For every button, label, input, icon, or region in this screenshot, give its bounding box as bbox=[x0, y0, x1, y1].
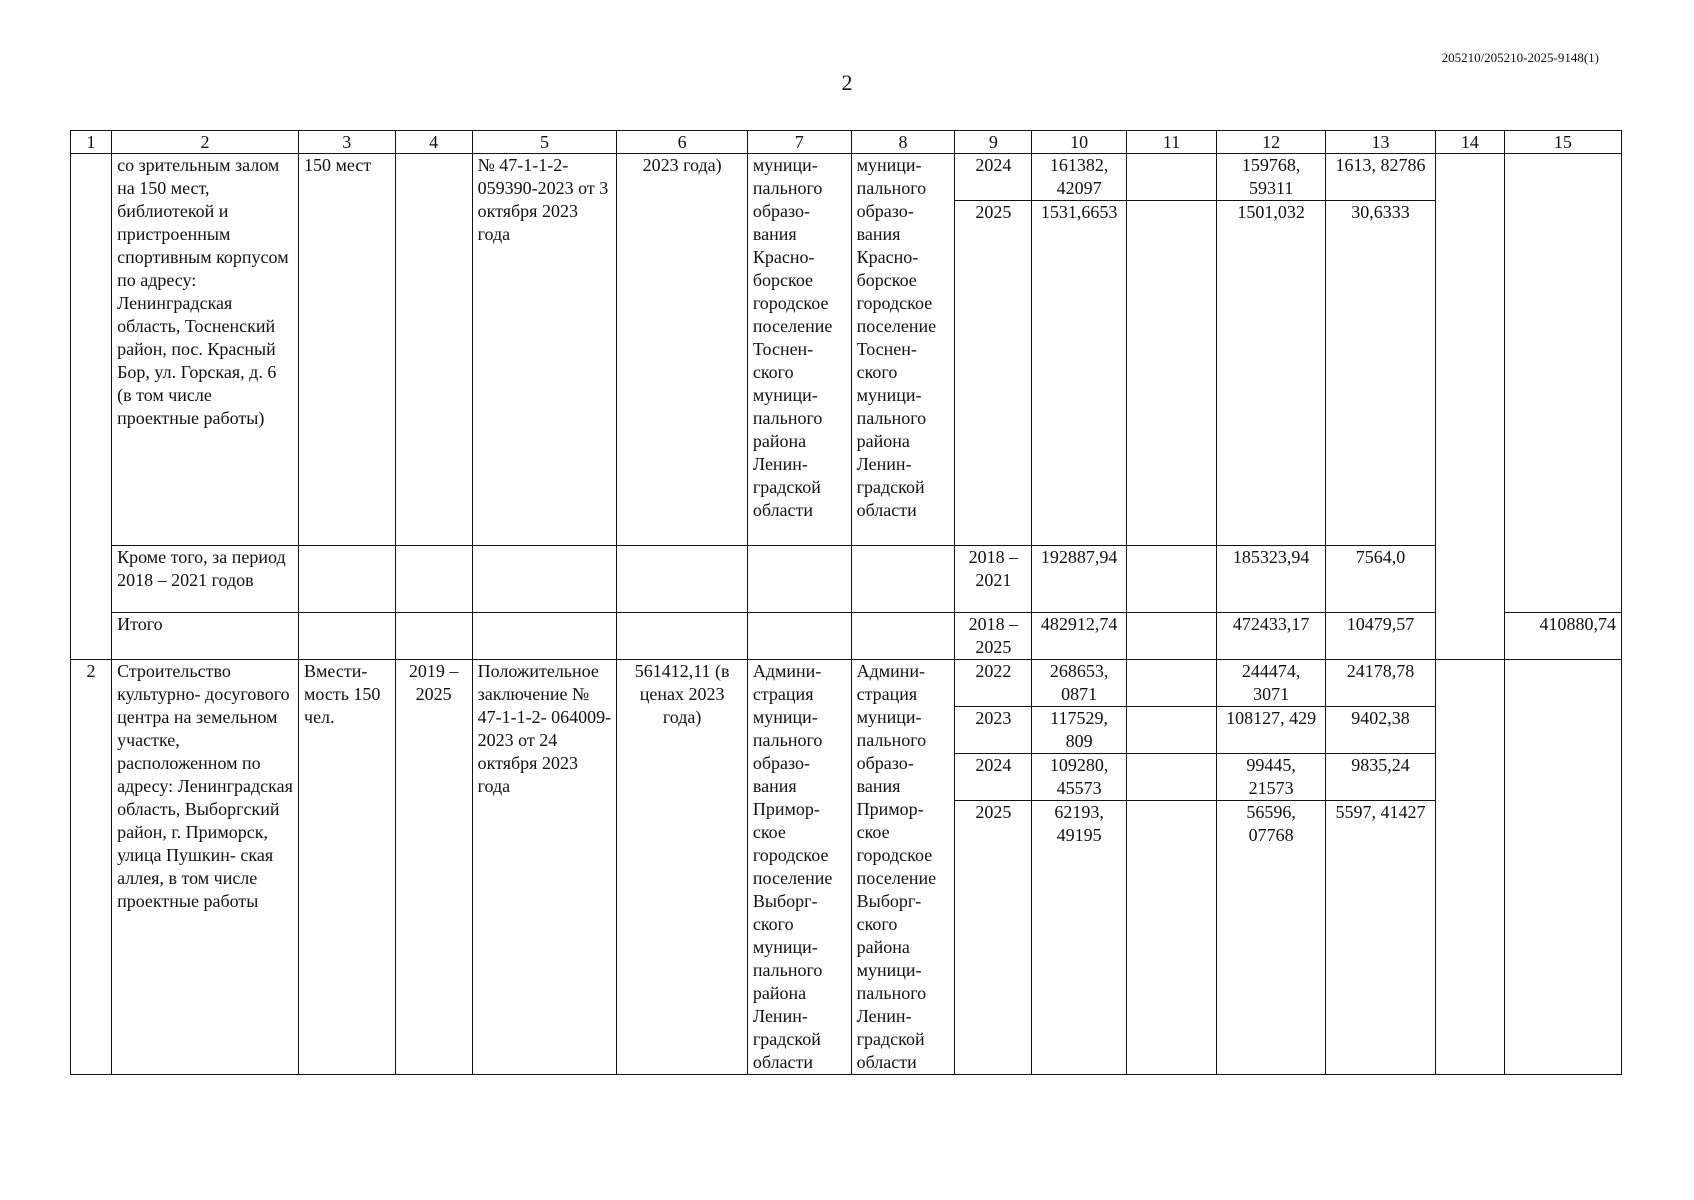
empty-cell bbox=[747, 546, 851, 613]
column-header: 3 bbox=[299, 131, 396, 154]
regional-cell: 99445, 21573 bbox=[1217, 754, 1326, 801]
local-cell: 30,6333 bbox=[1326, 201, 1436, 546]
local-cell: 9835,24 bbox=[1326, 754, 1436, 801]
object-name-cell: со зрительным залом на 150 мест, библиотекой и пристроенным спортивным корпусом по адресу: Ленинградская область, Тосненский район, пос. Красный Бор, ул. Горская, д. 6 (в том числе проектные работы) bbox=[112, 154, 299, 546]
developer-cell: муници- пального образо- вания Красно- борское городское поселение Тоснен- ского муници- пального района Ленин- градской области bbox=[851, 154, 955, 546]
empty-cell bbox=[395, 613, 472, 660]
regional-cell: 472433,17 bbox=[1217, 613, 1326, 660]
row-number-cell bbox=[71, 154, 112, 660]
table-row bbox=[71, 154, 1622, 201]
capacity-cell: Вмести- мость 150 чел. bbox=[299, 660, 396, 1075]
total-cell: 192887,94 bbox=[1032, 546, 1126, 613]
column-header: 14 bbox=[1435, 131, 1504, 154]
regional-cell: 244474, 3071 bbox=[1217, 660, 1326, 707]
column-header: 6 bbox=[617, 131, 747, 154]
year-cell: 2024 bbox=[955, 154, 1032, 201]
year-cell: 2018 – 2021 bbox=[955, 546, 1032, 613]
period-cell: 2019 – 2025 bbox=[395, 660, 472, 1075]
empty-cell bbox=[747, 613, 851, 660]
expertise-cell: Положительное заключение № 47-1-1-2- 064009-2023 от 24 октября 2023 года bbox=[472, 660, 617, 1075]
total-cell: 1531,6653 bbox=[1032, 201, 1126, 546]
total-cell: 62193, 49195 bbox=[1032, 801, 1126, 1075]
year-cell: 2018 – 2025 bbox=[955, 613, 1032, 660]
column-number-row bbox=[71, 131, 1622, 154]
column-header: 7 bbox=[747, 131, 851, 154]
empty-cell bbox=[472, 546, 617, 613]
federal-cell bbox=[1126, 546, 1216, 613]
local-cell: 1613, 82786 bbox=[1326, 154, 1436, 201]
empty-cell bbox=[851, 546, 955, 613]
table-row bbox=[71, 660, 1622, 707]
table-row bbox=[71, 613, 1622, 660]
regional-cell: 56596, 07768 bbox=[1217, 801, 1326, 1075]
col15-cell bbox=[1504, 660, 1621, 1075]
table-row bbox=[71, 546, 1622, 613]
cost-cell: 2023 года) bbox=[617, 154, 747, 546]
local-cell: 9402,38 bbox=[1326, 707, 1436, 754]
empty-cell bbox=[299, 613, 396, 660]
col14-cell bbox=[1435, 154, 1504, 660]
empty-cell bbox=[617, 613, 747, 660]
total-cell: 117529, 809 bbox=[1032, 707, 1126, 754]
column-header: 13 bbox=[1326, 131, 1436, 154]
total-cell: 109280, 45573 bbox=[1032, 754, 1126, 801]
empty-cell bbox=[395, 546, 472, 613]
local-cell: 10479,57 bbox=[1326, 613, 1436, 660]
empty-cell bbox=[851, 613, 955, 660]
total-cell: 161382, 42097 bbox=[1032, 154, 1126, 201]
column-header: 9 bbox=[955, 131, 1032, 154]
federal-cell bbox=[1126, 801, 1216, 1075]
page-number: 2 bbox=[841, 70, 853, 95]
capacity-cell: 150 мест bbox=[299, 154, 396, 546]
customer-cell: муници- пального образо- вания Красно- борское городское поселение Тоснен- ского муници- пального района Ленин- градской области bbox=[747, 154, 851, 546]
also-label-cell: Кроме того, за период 2018 – 2021 годов bbox=[112, 546, 299, 613]
column-header: 5 bbox=[472, 131, 617, 154]
column-header: 15 bbox=[1504, 131, 1621, 154]
federal-cell bbox=[1126, 754, 1216, 801]
column-header: 12 bbox=[1217, 131, 1326, 154]
regional-cell: 108127, 429 bbox=[1217, 707, 1326, 754]
col15-cell bbox=[1504, 154, 1621, 613]
regional-cell: 185323,94 bbox=[1217, 546, 1326, 613]
column-header: 1 bbox=[71, 131, 112, 154]
local-cell: 5597, 41427 bbox=[1326, 801, 1436, 1075]
empty-cell bbox=[617, 546, 747, 613]
federal-cell bbox=[1126, 154, 1216, 201]
object-name-cell: Строительство культурно- досугового центра на земельном участке, расположенном по адресу: Ленинградская область, Выборгский район, г. Приморск, улица Пушкин- ская аллея, в том числе проектные работы bbox=[112, 660, 299, 1075]
federal-cell bbox=[1126, 707, 1216, 754]
column-header: 8 bbox=[851, 131, 955, 154]
column-header: 10 bbox=[1032, 131, 1126, 154]
period-cell bbox=[395, 154, 472, 546]
cost-cell: 561412,11 (в ценах 2023 года) bbox=[617, 660, 747, 1075]
column-header: 2 bbox=[112, 131, 299, 154]
year-cell: 2025 bbox=[955, 801, 1032, 1075]
federal-cell bbox=[1126, 613, 1216, 660]
year-cell: 2023 bbox=[955, 707, 1032, 754]
total-cell: 268653, 0871 bbox=[1032, 660, 1126, 707]
column-header: 4 bbox=[395, 131, 472, 154]
regional-cell: 159768, 59311 bbox=[1217, 154, 1326, 201]
empty-cell bbox=[472, 613, 617, 660]
column-header: 11 bbox=[1126, 131, 1216, 154]
year-cell: 2025 bbox=[955, 201, 1032, 546]
customer-cell: Админи- страция муници- пального образо- вания Примор- ское городское поселение Выборг- ского муници- пального района Ленин- градской области bbox=[747, 660, 851, 1075]
document-id: 205210/205210-2025-9148(1) bbox=[1441, 50, 1599, 65]
investment-table bbox=[70, 130, 1622, 1075]
total-label-cell: Итого bbox=[112, 613, 299, 660]
year-cell: 2022 bbox=[955, 660, 1032, 707]
regional-cell: 1501,032 bbox=[1217, 201, 1326, 546]
total-cell: 482912,74 bbox=[1032, 613, 1126, 660]
federal-cell bbox=[1126, 660, 1216, 707]
row-number-cell: 2 bbox=[71, 660, 112, 1075]
federal-cell bbox=[1126, 201, 1216, 546]
empty-cell bbox=[299, 546, 396, 613]
developer-cell: Админи- страция муници- пального образо- вания Примор- ское городское поселение Выборг- ского района муници- пального Ленин- градской области bbox=[851, 660, 955, 1075]
local-cell: 24178,78 bbox=[1326, 660, 1436, 707]
col15-total-cell: 410880,74 bbox=[1504, 613, 1621, 660]
local-cell: 7564,0 bbox=[1326, 546, 1436, 613]
col14-cell bbox=[1435, 660, 1504, 1075]
year-cell: 2024 bbox=[955, 754, 1032, 801]
expertise-cell: № 47-1-1-2- 059390-2023 от 3 октября 2023 года bbox=[472, 154, 617, 546]
